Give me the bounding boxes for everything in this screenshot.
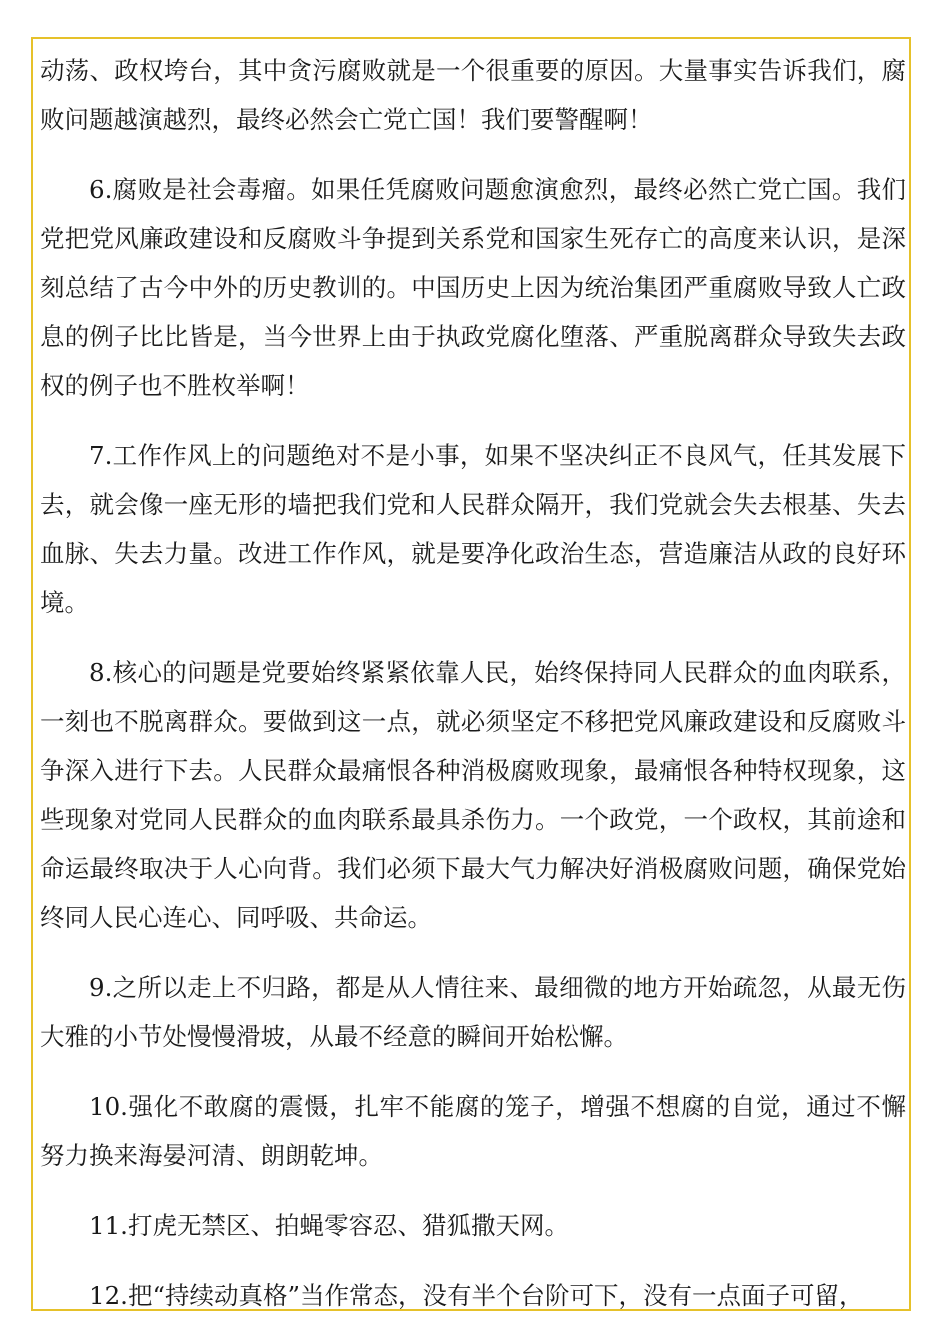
paragraph-7: 7.工作作风上的问题绝对不是小事，如果不坚决纠正不良风气，任其发展下去，就会像一座无形的墙把我们党和人民群众隔开，我们党就会失去根基、失去血脉、失去力量。改进工作作风，就是要净化政治生态，营造廉洁从政的良好环境。 xyxy=(40,441,906,617)
paragraph-10: 10.强化不敢腐的震慑，扎牢不能腐的笼子，增强不想腐的自觉，通过不懈努力换来海晏河清、朗朗乾坤。 xyxy=(40,1092,906,1170)
paragraph-continuation: 动荡、政权垮台，其中贪污腐败就是一个很重要的原因。大量事实告诉我们，腐败问题越演越烈，最终必然会亡党亡国！我们要警醒啊！ xyxy=(40,56,906,134)
paragraph-12: 12.把“持续动真格”当作常态，没有半个台阶可下，没有一点面子可留， xyxy=(89,1281,864,1310)
paragraph-8: 8.核心的问题是党要始终紧紧依靠人民，始终保持同人民群众的血肉联系，一刻也不脱离群众。要做到这一点，就必须坚定不移把党风廉政建设和反腐败斗争深入进行下去。人民群众最痛恨各种消极腐败现象，最痛恨各种特权现象，这些现象对党同人民群众的血肉联系最具杀伤力。一个政党，一个政权，其前途和命运最终取决于人心向背。我们必须下最大气力解决好消极腐败问题，确保党始终同人民心连心、同呼吸、共命运。 xyxy=(40,658,906,932)
document-body xyxy=(40,46,906,1341)
paragraph-11: 11.打虎无禁区、拍蝇零容忍、猎狐撒天网。 xyxy=(89,1211,569,1240)
paragraph-6: 6.腐败是社会毒瘤。如果任凭腐败问题愈演愈烈，最终必然亡党亡国。我们党把党风廉政建设和反腐败斗争提到关系党和国家生死存亡的高度来认识，是深刻总结了古今中外的历史教训的。中国历史上因为统治集团严重腐败导致人亡政息的例子比比皆是，当今世界上由于执政党腐化堕落、严重脱离群众导致失去政权的例子也不胜枚举啊！ xyxy=(40,175,906,400)
paragraph-9: 9.之所以走上不归路，都是从人情往来、最细微的地方开始疏忽，从最无伤大雅的小节处慢慢滑坡，从最不经意的瞬间开始松懈。 xyxy=(40,973,906,1051)
